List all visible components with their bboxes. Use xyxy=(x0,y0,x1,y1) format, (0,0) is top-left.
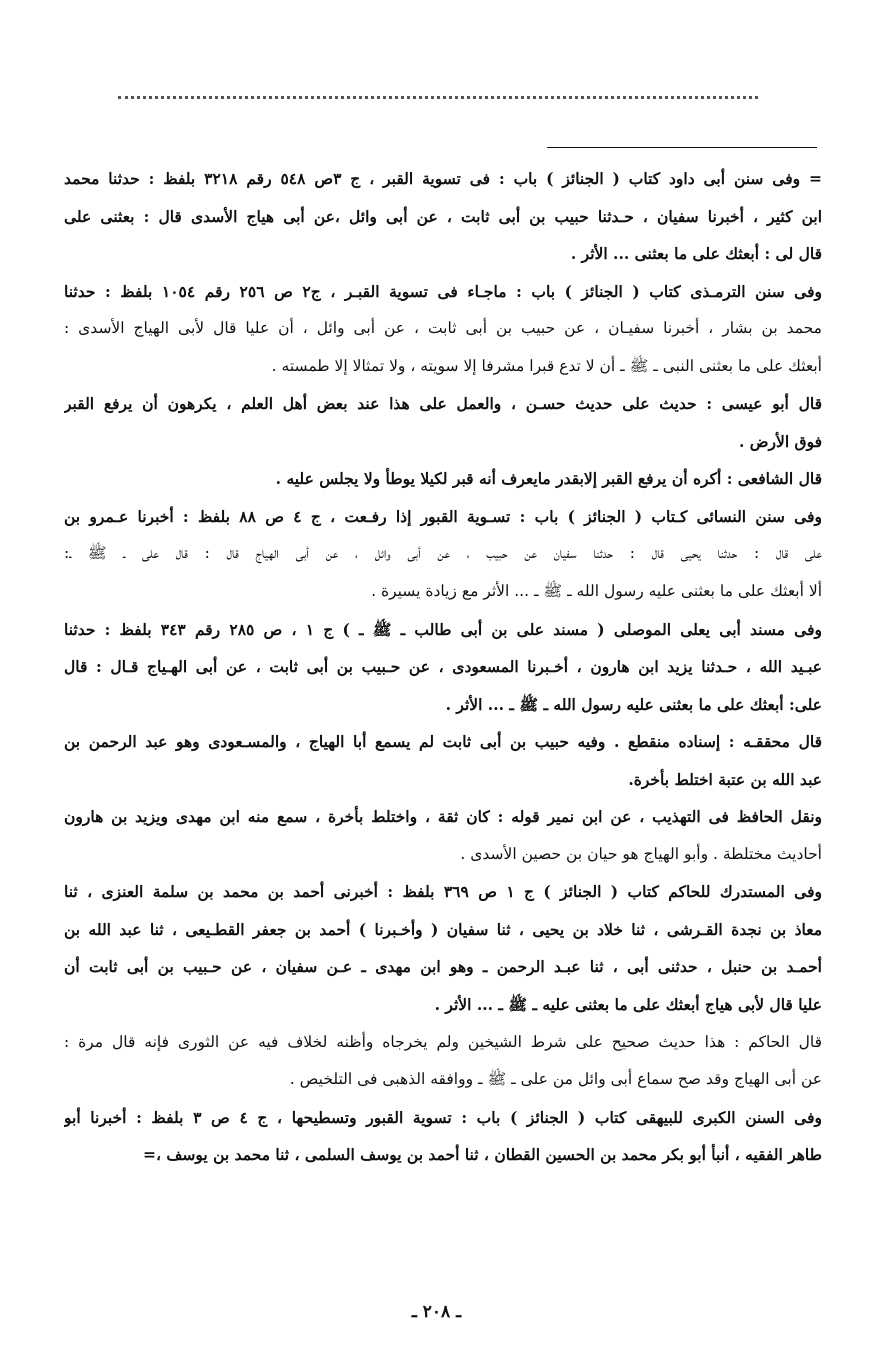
text-line: ابن كثير ، أخبرنا سفيان ، حـدثنا حبيب بن أبى ثابت ، عن أبى وائل ،عن أبى هياج الأسدى قال : بعثنى على xyxy=(64,206,822,226)
text-line: عليا قال لأبى هياج أبعثك على ما بعثنى عليه ـ ﷺ ـ ... الأثر . xyxy=(434,995,822,1015)
text-line: عبد الله بن عتبة اختلط بأخرة. xyxy=(628,769,822,789)
text-line: أحمـد بن حنبل ، حدثنى أبى ، ثنا عبـد الرحمن ـ وهو ابن مهدى ـ عـن سفيان ، عن حـبيب بن أبى ثابت أن xyxy=(64,957,822,977)
text-line: عبـيد الله ، حـدثنا يزيد ابن هارون ، أخـبرنا المسعودى ، عن حـبيب بن أبى ثابت ، عن أبى الهـياج قـال : قال xyxy=(64,657,822,677)
text-line: قال الحاكم : هذا حديث صحيح على شرط الشيخين ولم يخرجاه وأظنه لخلاف فيه عن الثورى فإنه قال مرة : xyxy=(64,1032,822,1051)
page-number: ـ ٢٠٨ ـ xyxy=(411,1302,462,1322)
text-line: محمد بن بشار ، أخبرنا سفيـان ، عن حبيب بن أبى ثابت ، عن أبى وائل ، أن عليا قال لأبى الهياج الأسدى : xyxy=(64,319,822,338)
text-line: قال محققـه : إسناده منقطع . وفيه حبيب بن أبى ثابت لم يسمع أبا الهياج ، والمسـعودى وهو عبد الرحمن بن xyxy=(64,732,822,752)
text-line: قال أبو عيسى : حديث على حديث حسـن ، والعمل على هذا عند بعض أهل العلم ، يكرهون أن يرفع القبر xyxy=(64,394,822,414)
text-line: أحاديث مختلطة . وأبو الهياج هو حيان بن حصين الأسدى . xyxy=(460,844,822,863)
text-line: ألا أبعثك على ما بعثنى عليه رسول الله ـ ﷺ ـ ... الأثر مع زيادة يسيرة . xyxy=(371,582,822,601)
text-line: = وفى سنن أبى داود كتاب ( الجنائز ) باب : فى تسوية القبر ، ج ٣ص ٥٤٨ رقم ٣٢١٨ بلفظ : حدثنا محمد xyxy=(64,169,822,188)
text-line: قال الشافعى : أكره أن يرفع القبر إلابقدر مايعرف أنه قبر لكيلا يوطأ ولا يجلس عليه . xyxy=(275,469,822,489)
text-line: وفى سنن النسائى كـتاب ( الجنائز ) باب : تسـوية القبور إذا رفـعت ، ج ٤ ص ٨٨ بلفظ : أخبرنا عـمرو بن xyxy=(64,506,822,526)
text-line: معاذ بن نجدة القـرشى ، ثنا خلاد بن يحيى ، ثنا سفيان ( وأخـبرنا ) أحمد بن جعفر القطـيعى ، ثنا عبد الله بن xyxy=(64,919,822,939)
separator-dots xyxy=(118,82,758,99)
text-line: على: أبعثك على ما بعثنى عليه رسول الله ـ ﷺ ـ ... الأثر . xyxy=(445,694,822,714)
text-line: طاهر الفقيه ، أنبأ أبو بكر محمد بن الحسين القطان ، ثنا أحمد بن يوسف السلمى ، ثنا محمد بن يوسف ،= xyxy=(142,1145,822,1165)
text-line: وفى مسند أبى يعلى الموصلى ( مسند على بن أبى طالب ـ ﷺ ـ ) ج ١ ، ص ٢٨٥ رقم ٣٤٣ بلفظ : حدثنا xyxy=(64,619,822,639)
text-line: أبعثك على ما بعثنى النبى ـ ﷺ ـ أن لا تدع قبرا مشرفا إلا سويته ، ولا تمثالا إلا طمسته . xyxy=(271,356,822,375)
text-line: وفى السنن الكبرى للبيهقى كتاب ( الجنائز ) باب : تسوية القبور وتسطيحها ، ج ٤ ص ٣ بلفظ : أخبرنا أبو xyxy=(64,1107,822,1127)
text-line: على قال : حدثنا يحيى قال : حدثنا سفيان عن حبيب ، عن أبى وائل ، عن أبى الهياج قال : قال على ـ ﷺ ـ: xyxy=(64,544,822,563)
footnote-body xyxy=(64,160,822,1174)
text-line: عن أبى الهياج وقد صح سماع أبى وائل من على ـ ﷺ ـ ووافقه الذهبى فى التلخيص . xyxy=(289,1070,822,1089)
footnote-rule xyxy=(547,147,817,148)
text-line: فوق الأرض . xyxy=(738,431,822,451)
text-line: ونقل الحافظ فى التهذيب ، عن ابن نمير قوله : كان ثقة ، واختلط بأخرة ، سمع منه ابن مهدى ويزيد بن هارون xyxy=(64,807,822,827)
text-line: وفى المستدرك للحاكم كتاب ( الجنائز ) ج ١ ص ٣٦٩ بلفظ : أخبرنى أحمد بن محمد بن سلمة العنزى ، ثنا xyxy=(64,882,822,902)
text-line: وفى سنن الترمـذى كتاب ( الجنائز ) باب : ماجـاء فى تسوية القبـر ، ج٢ ص ٢٥٦ رقم ١٠٥٤ بلفظ : حدثنا xyxy=(64,281,822,301)
text-line: قال لى : أبعثك على ما بعثنى ... الأثر . xyxy=(570,244,822,264)
